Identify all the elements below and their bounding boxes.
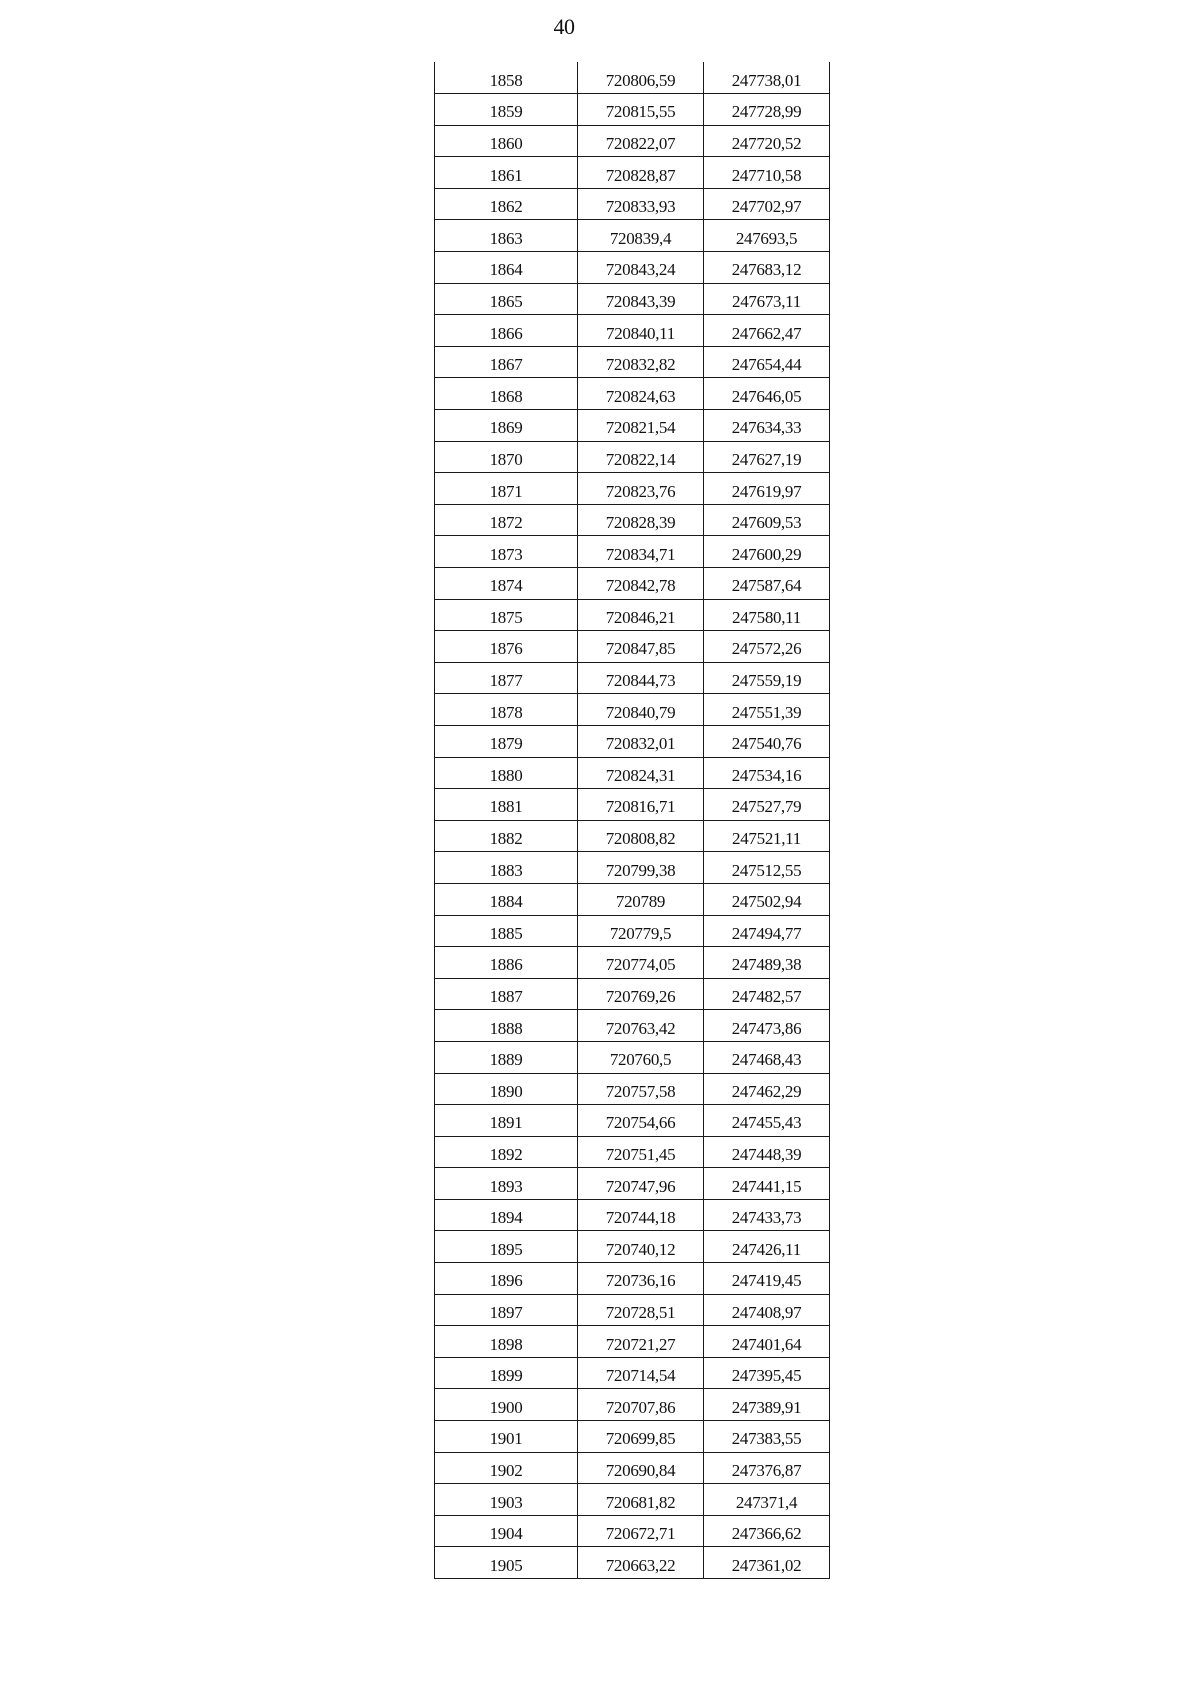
point-number-cell: 1904	[435, 1515, 578, 1547]
table-row	[435, 1452, 830, 1484]
point-number-cell: 1862	[435, 188, 578, 220]
x-coordinate-cell: 720672,71	[578, 1515, 704, 1547]
table-row	[435, 220, 830, 252]
x-coordinate-cell: 720721,27	[578, 1326, 704, 1358]
table-row	[435, 631, 830, 663]
x-coordinate-cell: 720842,78	[578, 568, 704, 600]
x-coordinate-cell: 720847,85	[578, 631, 704, 663]
point-number-cell: 1867	[435, 346, 578, 378]
y-coordinate-cell: 247693,5	[704, 220, 830, 252]
table-row	[435, 1105, 830, 1137]
table-row	[435, 441, 830, 473]
table-row	[435, 789, 830, 821]
point-number-cell: 1873	[435, 536, 578, 568]
x-coordinate-cell: 720832,82	[578, 346, 704, 378]
x-coordinate-cell: 720839,4	[578, 220, 704, 252]
point-number-cell: 1872	[435, 504, 578, 536]
x-coordinate-cell: 720840,11	[578, 315, 704, 347]
y-coordinate-cell: 247455,43	[704, 1105, 830, 1137]
x-coordinate-cell: 720828,39	[578, 504, 704, 536]
point-number-cell: 1892	[435, 1136, 578, 1168]
table-row	[435, 947, 830, 979]
point-number-cell: 1884	[435, 883, 578, 915]
point-number-cell: 1870	[435, 441, 578, 473]
table-row	[435, 1231, 830, 1263]
y-coordinate-cell: 247534,16	[704, 757, 830, 789]
point-number-cell: 1897	[435, 1294, 578, 1326]
table-row	[435, 1073, 830, 1105]
y-coordinate-cell: 247702,97	[704, 188, 830, 220]
page-number: 40	[553, 14, 575, 39]
point-number-cell: 1877	[435, 662, 578, 694]
x-coordinate-cell: 720828,87	[578, 157, 704, 189]
table-row	[435, 252, 830, 284]
point-number-cell: 1885	[435, 915, 578, 947]
x-coordinate-cell: 720699,85	[578, 1421, 704, 1453]
point-number-cell: 1866	[435, 315, 578, 347]
y-coordinate-cell: 247662,47	[704, 315, 830, 347]
point-number-cell: 1868	[435, 378, 578, 410]
y-coordinate-cell: 247673,11	[704, 283, 830, 315]
x-coordinate-cell: 720840,79	[578, 694, 704, 726]
point-number-cell: 1874	[435, 568, 578, 600]
table-row	[435, 694, 830, 726]
y-coordinate-cell: 247634,33	[704, 410, 830, 442]
y-coordinate-cell: 247371,4	[704, 1484, 830, 1516]
table-row	[435, 1294, 830, 1326]
point-number-cell: 1898	[435, 1326, 578, 1358]
point-number-cell: 1882	[435, 820, 578, 852]
table-row	[435, 1515, 830, 1547]
point-number-cell: 1895	[435, 1231, 578, 1263]
y-coordinate-cell: 247395,45	[704, 1357, 830, 1389]
x-coordinate-cell: 720806,59	[578, 62, 704, 94]
coordinate-table-body	[435, 62, 830, 1579]
y-coordinate-cell: 247383,55	[704, 1421, 830, 1453]
y-coordinate-cell: 247551,39	[704, 694, 830, 726]
table-row	[435, 1357, 830, 1389]
y-coordinate-cell: 247738,01	[704, 62, 830, 94]
point-number-cell: 1887	[435, 978, 578, 1010]
x-coordinate-cell: 720779,5	[578, 915, 704, 947]
table-row	[435, 283, 830, 315]
y-coordinate-cell: 247448,39	[704, 1136, 830, 1168]
x-coordinate-cell: 720822,07	[578, 125, 704, 157]
x-coordinate-cell: 720824,31	[578, 757, 704, 789]
table-row	[435, 315, 830, 347]
y-coordinate-cell: 247468,43	[704, 1041, 830, 1073]
table-row	[435, 1389, 830, 1421]
y-coordinate-cell: 247646,05	[704, 378, 830, 410]
table-row	[435, 1041, 830, 1073]
point-number-cell: 1899	[435, 1357, 578, 1389]
x-coordinate-cell: 720846,21	[578, 599, 704, 631]
y-coordinate-cell: 247401,64	[704, 1326, 830, 1358]
x-coordinate-cell: 720714,54	[578, 1357, 704, 1389]
y-coordinate-cell: 247512,55	[704, 852, 830, 884]
point-number-cell: 1900	[435, 1389, 578, 1421]
y-coordinate-cell: 247527,79	[704, 789, 830, 821]
table-row	[435, 62, 830, 94]
point-number-cell: 1905	[435, 1547, 578, 1579]
table-row	[435, 188, 830, 220]
point-number-cell: 1880	[435, 757, 578, 789]
point-number-cell: 1886	[435, 947, 578, 979]
point-number-cell: 1878	[435, 694, 578, 726]
y-coordinate-cell: 247710,58	[704, 157, 830, 189]
table-row	[435, 1199, 830, 1231]
x-coordinate-cell: 720774,05	[578, 947, 704, 979]
table-row	[435, 883, 830, 915]
x-coordinate-cell: 720832,01	[578, 725, 704, 757]
x-coordinate-cell: 720707,86	[578, 1389, 704, 1421]
point-number-cell: 1889	[435, 1041, 578, 1073]
y-coordinate-cell: 247494,77	[704, 915, 830, 947]
x-coordinate-cell: 720751,45	[578, 1136, 704, 1168]
point-number-cell: 1896	[435, 1263, 578, 1295]
y-coordinate-cell: 247609,53	[704, 504, 830, 536]
point-number-cell: 1890	[435, 1073, 578, 1105]
point-number-cell: 1901	[435, 1421, 578, 1453]
y-coordinate-cell: 247482,57	[704, 978, 830, 1010]
point-number-cell: 1875	[435, 599, 578, 631]
y-coordinate-cell: 247540,76	[704, 725, 830, 757]
table-row	[435, 852, 830, 884]
table-row	[435, 978, 830, 1010]
point-number-cell: 1859	[435, 94, 578, 126]
point-number-cell: 1879	[435, 725, 578, 757]
x-coordinate-cell: 720799,38	[578, 852, 704, 884]
x-coordinate-cell: 720822,14	[578, 441, 704, 473]
x-coordinate-cell: 720833,93	[578, 188, 704, 220]
y-coordinate-cell: 247361,02	[704, 1547, 830, 1579]
x-coordinate-cell: 720747,96	[578, 1168, 704, 1200]
x-coordinate-cell: 720757,58	[578, 1073, 704, 1105]
point-number-cell: 1883	[435, 852, 578, 884]
y-coordinate-cell: 247489,38	[704, 947, 830, 979]
y-coordinate-cell: 247426,11	[704, 1231, 830, 1263]
table-row	[435, 504, 830, 536]
y-coordinate-cell: 247587,64	[704, 568, 830, 600]
y-coordinate-cell: 247419,45	[704, 1263, 830, 1295]
y-coordinate-cell: 247502,94	[704, 883, 830, 915]
point-number-cell: 1903	[435, 1484, 578, 1516]
y-coordinate-cell: 247600,29	[704, 536, 830, 568]
table-row	[435, 346, 830, 378]
table-row	[435, 473, 830, 505]
x-coordinate-cell: 720763,42	[578, 1010, 704, 1042]
y-coordinate-cell: 247627,19	[704, 441, 830, 473]
point-number-cell: 1891	[435, 1105, 578, 1137]
y-coordinate-cell: 247580,11	[704, 599, 830, 631]
table-row	[435, 1547, 830, 1579]
table-row	[435, 915, 830, 947]
y-coordinate-cell: 247441,15	[704, 1168, 830, 1200]
y-coordinate-cell: 247572,26	[704, 631, 830, 663]
y-coordinate-cell: 247683,12	[704, 252, 830, 284]
x-coordinate-cell: 720728,51	[578, 1294, 704, 1326]
table-row	[435, 1263, 830, 1295]
table-row	[435, 757, 830, 789]
table-row	[435, 725, 830, 757]
point-number-cell: 1869	[435, 410, 578, 442]
table-row	[435, 94, 830, 126]
table-row	[435, 1010, 830, 1042]
point-number-cell: 1894	[435, 1199, 578, 1231]
y-coordinate-cell: 247433,73	[704, 1199, 830, 1231]
y-coordinate-cell: 247619,97	[704, 473, 830, 505]
point-number-cell: 1876	[435, 631, 578, 663]
point-number-cell: 1858	[435, 62, 578, 94]
x-coordinate-cell: 720681,82	[578, 1484, 704, 1516]
point-number-cell: 1871	[435, 473, 578, 505]
table-row	[435, 125, 830, 157]
point-number-cell: 1863	[435, 220, 578, 252]
table-row	[435, 157, 830, 189]
x-coordinate-cell: 720663,22	[578, 1547, 704, 1579]
x-coordinate-cell: 720754,66	[578, 1105, 704, 1137]
x-coordinate-cell: 720843,24	[578, 252, 704, 284]
x-coordinate-cell: 720815,55	[578, 94, 704, 126]
point-number-cell: 1864	[435, 252, 578, 284]
y-coordinate-cell: 247728,99	[704, 94, 830, 126]
x-coordinate-cell: 720690,84	[578, 1452, 704, 1484]
x-coordinate-cell: 720844,73	[578, 662, 704, 694]
x-coordinate-cell: 720843,39	[578, 283, 704, 315]
x-coordinate-cell: 720736,16	[578, 1263, 704, 1295]
coordinate-table	[434, 62, 830, 1579]
y-coordinate-cell: 247462,29	[704, 1073, 830, 1105]
point-number-cell: 1865	[435, 283, 578, 315]
table-row	[435, 410, 830, 442]
y-coordinate-cell: 247366,62	[704, 1515, 830, 1547]
y-coordinate-cell: 247654,44	[704, 346, 830, 378]
x-coordinate-cell: 720834,71	[578, 536, 704, 568]
x-coordinate-cell: 720760,5	[578, 1041, 704, 1073]
y-coordinate-cell: 247473,86	[704, 1010, 830, 1042]
x-coordinate-cell: 720816,71	[578, 789, 704, 821]
y-coordinate-cell: 247408,97	[704, 1294, 830, 1326]
table-row	[435, 1136, 830, 1168]
table-row	[435, 568, 830, 600]
table-row	[435, 599, 830, 631]
x-coordinate-cell: 720823,76	[578, 473, 704, 505]
x-coordinate-cell: 720821,54	[578, 410, 704, 442]
y-coordinate-cell: 247389,91	[704, 1389, 830, 1421]
x-coordinate-cell: 720744,18	[578, 1199, 704, 1231]
y-coordinate-cell: 247559,19	[704, 662, 830, 694]
table-row	[435, 1168, 830, 1200]
point-number-cell: 1902	[435, 1452, 578, 1484]
table-row	[435, 1484, 830, 1516]
point-number-cell: 1861	[435, 157, 578, 189]
y-coordinate-cell: 247521,11	[704, 820, 830, 852]
table-row	[435, 662, 830, 694]
x-coordinate-cell: 720740,12	[578, 1231, 704, 1263]
point-number-cell: 1893	[435, 1168, 578, 1200]
table-row	[435, 1326, 830, 1358]
y-coordinate-cell: 247720,52	[704, 125, 830, 157]
table-row	[435, 1421, 830, 1453]
table-row	[435, 378, 830, 410]
point-number-cell: 1860	[435, 125, 578, 157]
y-coordinate-cell: 247376,87	[704, 1452, 830, 1484]
x-coordinate-cell: 720789	[578, 883, 704, 915]
table-row	[435, 820, 830, 852]
point-number-cell: 1881	[435, 789, 578, 821]
x-coordinate-cell: 720808,82	[578, 820, 704, 852]
x-coordinate-cell: 720824,63	[578, 378, 704, 410]
point-number-cell: 1888	[435, 1010, 578, 1042]
x-coordinate-cell: 720769,26	[578, 978, 704, 1010]
table-row	[435, 536, 830, 568]
